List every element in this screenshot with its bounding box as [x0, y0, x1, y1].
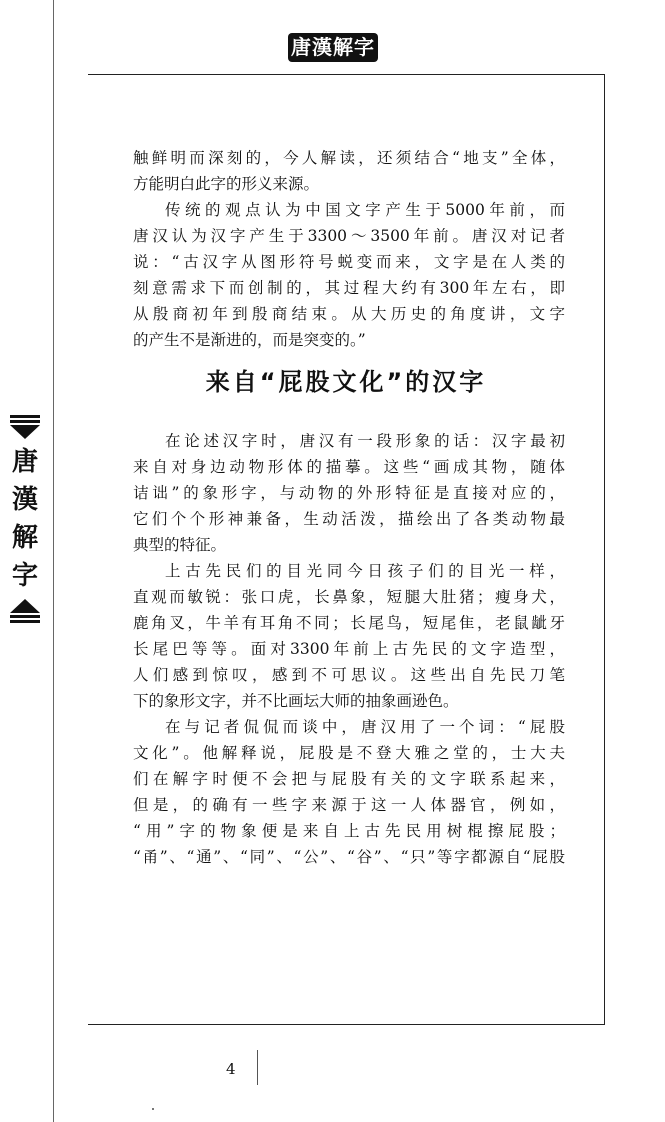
text-line: 人们感到惊叹，感到不可思议。这些出自先民刀笔: [133, 666, 565, 684]
text-line: 传统的观点认为中国文字产生于5000年前，而: [165, 201, 565, 219]
triangle-up-icon: [10, 599, 40, 613]
section-heading: 来自“屁股文化”的汉字: [205, 368, 487, 396]
text-line: 触鲜明而深刻的，今人解读，还须结合“地支”全体，: [133, 149, 565, 167]
divider: [10, 415, 40, 418]
side-banner-char: 字: [11, 561, 38, 591]
text-line: 鹿角叉，牛羊有耳角不同；长尾鸟，短尾隹，老鼠龇牙: [133, 614, 565, 632]
text-line: 诘诎”的象形字，与动物的外形特征是直接对应的，: [133, 484, 565, 502]
text-line: “甬”、“通”、“同”、“公”、“谷”、“只”等字都源自“屁股: [133, 848, 565, 866]
divider: [10, 620, 40, 623]
text-line: 但是，的确有一些字来源于这一人体器官，例如，: [133, 796, 565, 814]
page-spine-line: [53, 0, 54, 1122]
text-line: 典型的特征。: [133, 536, 227, 554]
side-banner: [8, 413, 42, 625]
text-line: 从殷商初年到殷商结束。从大历史的角度讲，文字: [133, 305, 565, 323]
footer-line: [257, 1050, 258, 1085]
page-number: 4: [226, 1060, 236, 1078]
text-line: 们在解字时便不会把与屁股有关的文字联系起来，: [133, 770, 565, 788]
side-banner-char: 漢: [11, 485, 38, 515]
text-line: 方能明白此字的形义来源。: [133, 175, 320, 193]
text-line: 刻意需求下而创制的，其过程大约有300年左右，即: [133, 279, 565, 297]
text-line: “用”字的物象便是来自上古先民用树棍擦屁股；: [133, 822, 565, 840]
triangle-down-icon: [10, 425, 40, 439]
text-line: 在论述汉字时，唐汉有一段形象的话：汉字最初: [165, 432, 565, 450]
divider: [10, 615, 40, 618]
scan-speck: [152, 1108, 154, 1110]
side-banner-char: 唐: [11, 447, 38, 477]
text-line: 文化”。他解释说，屁股是不登大雅之堂的，士大夫: [133, 744, 565, 762]
text-line: 直观而敏锐：张口虎，长鼻象，短腿大肚猪；瘦身犬，: [133, 588, 565, 606]
text-line: 长尾巴等等。面对3300年前上古先民的文字造型，: [133, 640, 565, 658]
header-seal-logo: 唐漢解字: [288, 33, 378, 62]
text-line: 说：“古汉字从图形符号蜕变而来，文字是在人类的: [133, 253, 565, 271]
text-line: 下的象形文字，并不比画坛大师的抽象画逊色。: [133, 692, 459, 710]
side-banner-char: 解: [11, 523, 38, 553]
text-line: 在与记者侃侃而谈中，唐汉用了一个词：“屁股: [165, 718, 565, 736]
text-line: 唐汉认为汉字产生于3300～3500年前。唐汉对记者: [133, 227, 565, 245]
divider: [10, 420, 40, 423]
text-line: 上古先民们的目光同今日孩子们的目光一样，: [165, 562, 565, 580]
text-line: 它们个个形神兼备，生动活泼，描绘出了各类动物最: [133, 510, 565, 528]
text-line: 的产生不是渐进的，而是突变的。”: [133, 331, 366, 349]
text-line: 来自对身边动物形体的描摹。这些“画成其物，随体: [133, 458, 565, 476]
